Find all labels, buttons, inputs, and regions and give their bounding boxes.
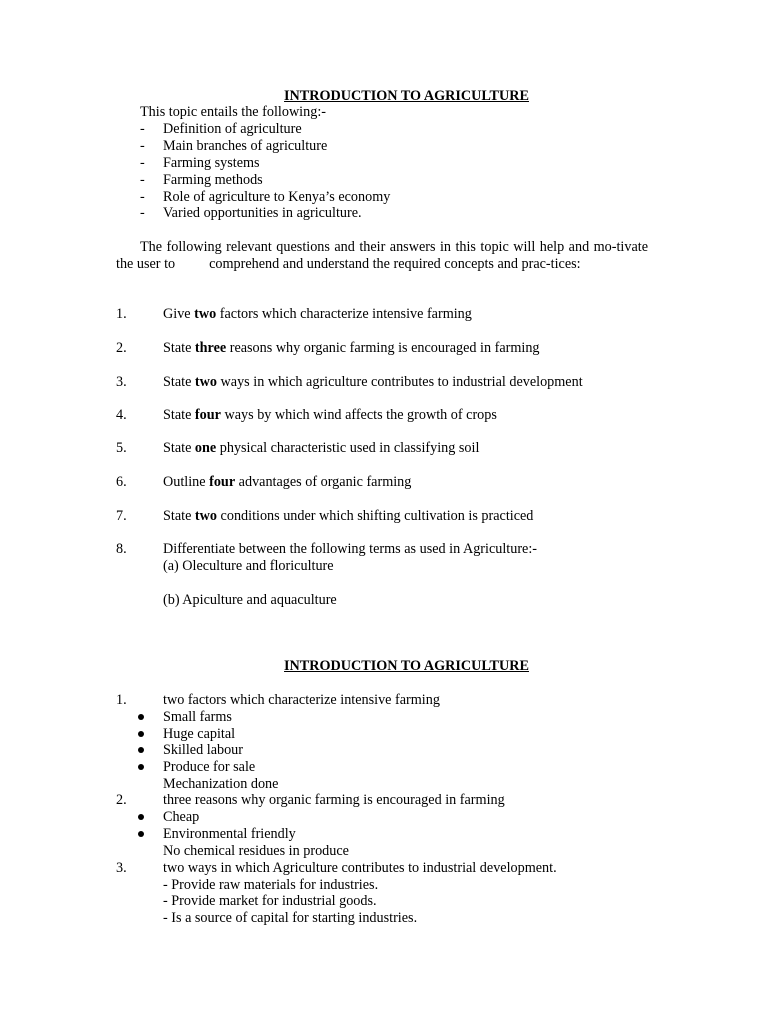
bullet-icon	[138, 814, 144, 820]
bullet-icon	[138, 731, 144, 737]
bullet-icon	[138, 764, 144, 770]
intro-paragraph: The following relevant questions and their answers in this topic will help and mo-tivate the user to comprehend and understand the required concepts and prac-tices:	[116, 239, 648, 272]
answer-line: - Provide market for industrial goods.	[163, 893, 377, 909]
answer-line: - Is a source of capital for starting industries.	[163, 910, 418, 926]
section-title-answers: INTRODUCTION TO AGRICULTURE	[284, 658, 529, 674]
topic-intro: This topic entails the following:-	[140, 104, 326, 120]
bullet-icon	[138, 714, 144, 720]
question-subitem: (b) Apiculture and aquaculture	[163, 592, 337, 608]
section-title-questions: INTRODUCTION TO AGRICULTURE	[284, 88, 529, 104]
question-subitem: (a) Oleculture and floriculture	[163, 558, 334, 574]
answer-extra: No chemical residues in produce	[163, 843, 349, 859]
answer-extra: Mechanization done	[163, 776, 279, 792]
answer-line: - Provide raw materials for industries.	[163, 877, 379, 893]
bullet-icon	[138, 747, 144, 753]
document-page: INTRODUCTION TO AGRICULTURE This topic entails the following:- - Definition of agriculture - Main branches of agriculture - Farming systems - Farming methods - Role of agriculture to Kenya’s economy - Varied opportunities in agriculture. The following relevant questions and their answers in this topic will help and mo-tivate the user to comprehend and understand the required concepts and prac-tices: 1. Give two factors which characterize intensive farming 2. State three reasons why organic farming is encouraged in farming 3. State two ways in which agriculture contributes to industrial development 4. State four ways by which wind affects the growth of crops 5. State one physical characteristic used in classifying soil 6. Outline four advantages of organic farming 7. State two conditions under which shifting cultivation is practiced 8. Differentiate between the following terms as used in Agriculture:- (a) Oleculture and floriculture (b) Apiculture and aquaculture INTRODUCTION TO AGRICULTURE 1. two factors which characterize intensive farming Small farms Huge capital Skilled labour Produce for sale Mechanization done 2. three reasons why organic farming is encouraged in farming Cheap Environmental friendly No chemical residues in produce 3. two ways in which Agriculture contributes to industrial development. - Provide raw materials for industries. - Provide market for industrial goods. - Is a source of capital for starting industries.	[0, 0, 768, 1024]
bullet-icon	[138, 831, 144, 837]
